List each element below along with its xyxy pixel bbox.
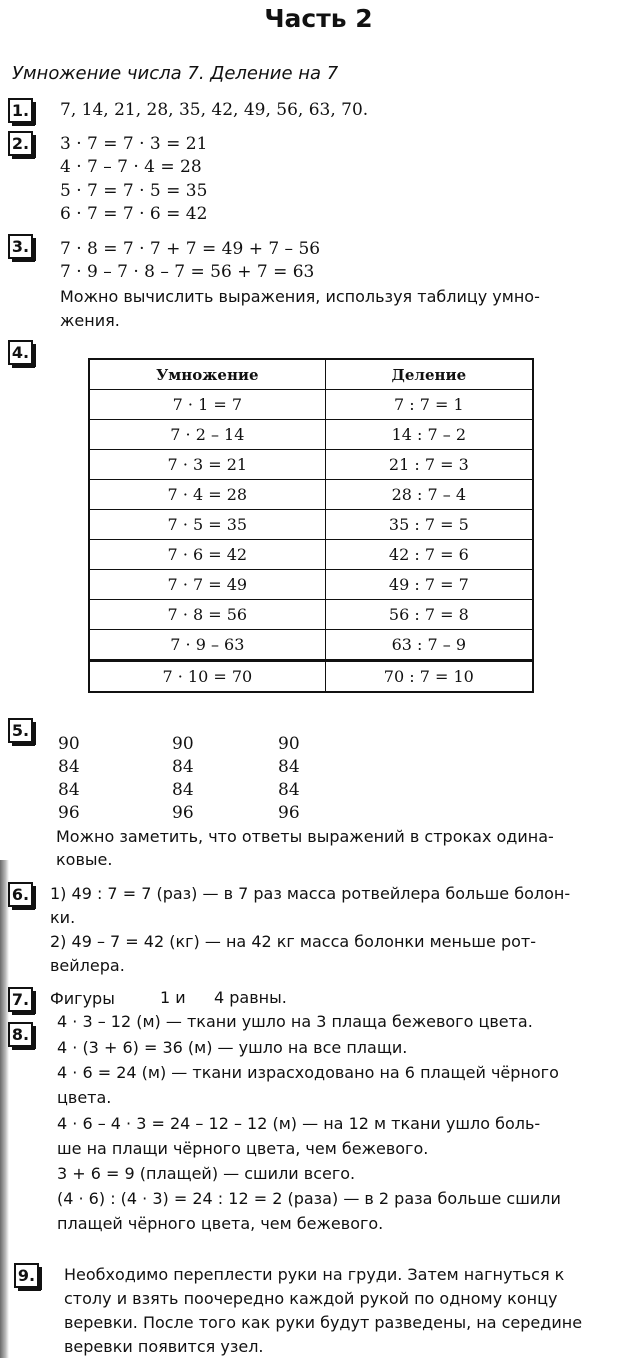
- task-number-5: 5.: [8, 718, 33, 743]
- task5-value: 84: [172, 757, 194, 777]
- task8-line: цвета.: [57, 1088, 112, 1107]
- table-cell: 7 · 6 = 42: [89, 540, 325, 570]
- task9-line: веревки появится узел.: [64, 1337, 264, 1356]
- table-cell: 28 : 7 – 4: [325, 480, 533, 510]
- table-cell: 63 : 7 – 9: [325, 630, 533, 661]
- table-row: [89, 661, 533, 693]
- table-row: [89, 390, 533, 420]
- task5-value: 84: [172, 780, 194, 800]
- task5-value: 84: [278, 780, 300, 800]
- task-number-9: 9.: [14, 1263, 39, 1288]
- table-header-row: [89, 359, 533, 390]
- table-row: [89, 510, 533, 540]
- table-cell: 7 · 4 = 28: [89, 480, 325, 510]
- table-cell: 56 : 7 = 8: [325, 600, 533, 630]
- table-row: [89, 630, 533, 661]
- task8-line: 4 · 6 = 24 (м) — ткани израсходовано на 6 плащей чёрного: [57, 1063, 559, 1082]
- task6-line: 1) 49 : 7 = 7 (раз) — в 7 раз масса ротвейлера больше болон-: [50, 884, 571, 903]
- table-cell: 35 : 7 = 5: [325, 510, 533, 540]
- table-header-division: Деление: [325, 359, 533, 390]
- task5-value: 90: [172, 734, 194, 754]
- task8-line: 3 + 6 = 9 (плащей) — сшили всего.: [57, 1164, 356, 1183]
- table-cell: 21 : 7 = 3: [325, 450, 533, 480]
- table-cell: 7 · 2 – 14: [89, 420, 325, 450]
- task-number-6: 6.: [8, 882, 33, 907]
- task8-line: 4 · 3 – 12 (м) — ткани ушло на 3 плаща бежевого цвета.: [57, 1012, 533, 1031]
- task5-value: 96: [172, 803, 194, 823]
- task8-line: ше на плащи чёрного цвета, чем бежевого.: [57, 1139, 429, 1158]
- task7-label: Фигуры: [50, 989, 115, 1008]
- table-cell: 7 · 9 – 63: [89, 630, 325, 661]
- task7-figure-2: 4 равны.: [214, 988, 287, 1007]
- table-row: [89, 600, 533, 630]
- task5-value: 96: [278, 803, 300, 823]
- task6-line: ки.: [50, 908, 76, 927]
- task3-line: жения.: [60, 311, 120, 330]
- task8-line: 4 · 6 – 4 · 3 = 24 – 12 – 12 (м) — на 12 м ткани ушло боль-: [57, 1114, 541, 1133]
- table-cell: 70 : 7 = 10: [325, 661, 533, 693]
- task3-line: Можно вычислить выражения, используя таблицу умно-: [60, 287, 540, 306]
- page-title: Часть 2: [264, 4, 373, 33]
- task2-line: 4 · 7 – 7 · 4 = 28: [60, 157, 202, 177]
- task3-line: 7 · 8 = 7 · 7 + 7 = 49 + 7 – 56: [60, 239, 321, 259]
- task-number-7: 7.: [8, 987, 33, 1012]
- table-row: [89, 450, 533, 480]
- task1-text: 7, 14, 21, 28, 35, 42, 49, 56, 63, 70.: [60, 100, 369, 120]
- task-number-8: 8.: [8, 1022, 33, 1047]
- task7-figure-1: 1 и: [160, 988, 186, 1007]
- table-row: [89, 480, 533, 510]
- task5-value: 84: [58, 780, 80, 800]
- task8-line: (4 · 6) : (4 · 3) = 24 : 12 = 2 (раза) — в 2 раза больше сшили: [57, 1189, 561, 1208]
- task5-value: 84: [278, 757, 300, 777]
- scan-edge-shadow: [0, 860, 9, 1358]
- task5-value: 84: [58, 757, 80, 777]
- task-number-2: 2.: [8, 131, 33, 156]
- table-row: [89, 420, 533, 450]
- table-cell: 7 · 10 = 70: [89, 661, 325, 693]
- table-cell: 14 : 7 – 2: [325, 420, 533, 450]
- task-number-4: 4.: [8, 340, 33, 365]
- task2-line: 3 · 7 = 7 · 3 = 21: [60, 134, 208, 154]
- table-cell: 7 · 1 = 7: [89, 390, 325, 420]
- task2-line: 6 · 7 = 7 · 6 = 42: [60, 204, 208, 224]
- task9-line: Необходимо переплести руки на груди. Затем нагнуться к: [64, 1265, 565, 1284]
- task5-value: 90: [58, 734, 80, 754]
- multiplication-division-table: [88, 358, 534, 693]
- task8-line: 4 · (3 + 6) = 36 (м) — ушло на все плащи.: [57, 1038, 408, 1057]
- task3-line: 7 · 9 – 7 · 8 – 7 = 56 + 7 = 63: [60, 262, 315, 282]
- task5-note: Можно заметить, что ответы выражений в строках одина-: [56, 827, 554, 846]
- table-row: [89, 570, 533, 600]
- task6-line: 2) 49 – 7 = 42 (кг) — на 42 кг масса болонки меньше рот-: [50, 932, 536, 951]
- task5-note: ковые.: [56, 850, 113, 869]
- table-cell: 7 : 7 = 1: [325, 390, 533, 420]
- task6-line: вейлера.: [50, 956, 125, 975]
- task-number-1: 1.: [8, 98, 33, 123]
- task2-line: 5 · 7 = 7 · 5 = 35: [60, 181, 208, 201]
- table-header-multiplication: Умножение: [89, 359, 325, 390]
- task-number-3: 3.: [8, 234, 33, 259]
- table-cell: 7 · 8 = 56: [89, 600, 325, 630]
- table-cell: 7 · 5 = 35: [89, 510, 325, 540]
- table-cell: 42 : 7 = 6: [325, 540, 533, 570]
- table-cell: 7 · 7 = 49: [89, 570, 325, 600]
- task8-line: плащей чёрного цвета, чем бежевого.: [57, 1214, 384, 1233]
- task9-line: веревки. После того как руки будут разведены, на середине: [64, 1313, 583, 1332]
- table-cell: 49 : 7 = 7: [325, 570, 533, 600]
- task5-value: 90: [278, 734, 300, 754]
- task9-line: столу и взять поочередно каждой рукой по одному концу: [64, 1289, 558, 1308]
- table-cell: 7 · 3 = 21: [89, 450, 325, 480]
- table-row: [89, 540, 533, 570]
- section-title: Умножение числа 7. Деление на 7: [12, 63, 339, 84]
- task5-value: 96: [58, 803, 80, 823]
